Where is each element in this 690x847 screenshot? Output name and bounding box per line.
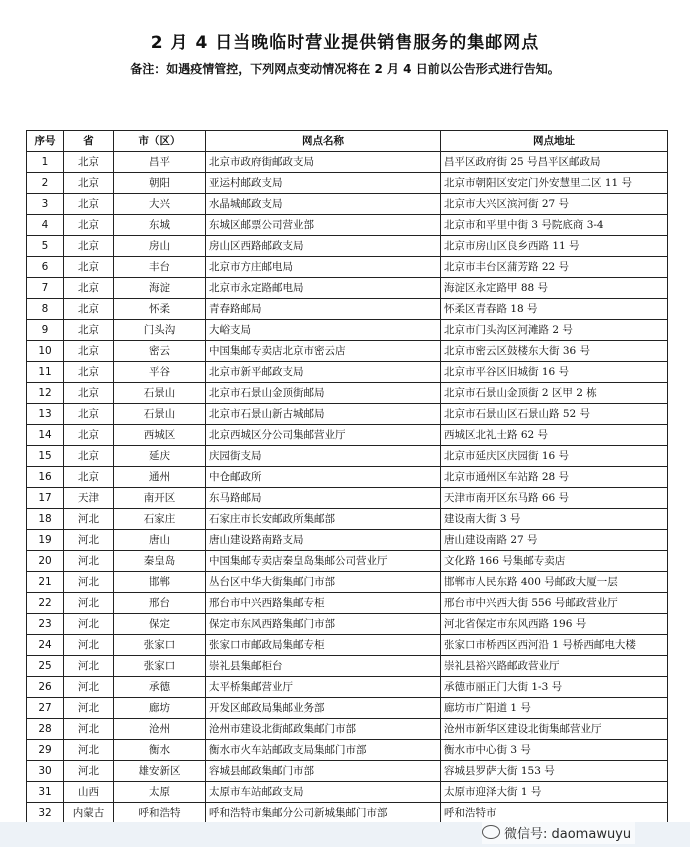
table-row [27, 635, 668, 656]
cell-city: 沧州 [114, 719, 206, 740]
cell-city: 衡水 [114, 740, 206, 761]
cell-outlet-address: 呼和浩特市 [441, 803, 668, 824]
cell-outlet-name: 邢台市中兴西路集邮专柜 [206, 593, 441, 614]
cell-province: 内蒙古 [64, 803, 114, 824]
cell-province: 河北 [64, 530, 114, 551]
cell-index: 13 [27, 404, 64, 425]
cell-index: 14 [27, 425, 64, 446]
cell-index: 19 [27, 530, 64, 551]
cell-outlet-name: 开发区邮政局集邮业务部 [206, 698, 441, 719]
cell-outlet-address: 沧州市新华区建设北街集邮营业厅 [441, 719, 668, 740]
cell-province: 北京 [64, 194, 114, 215]
table-row [27, 215, 668, 236]
table-row [27, 278, 668, 299]
cell-index: 29 [27, 740, 64, 761]
cell-index: 4 [27, 215, 64, 236]
cell-outlet-address: 昌平区政府街 25 号昌平区邮政局 [441, 152, 668, 173]
cell-province: 河北 [64, 761, 114, 782]
cell-province: 北京 [64, 341, 114, 362]
cell-outlet-name: 北京市石景山金顶街邮局 [206, 383, 441, 404]
table-row [27, 719, 668, 740]
cell-index: 3 [27, 194, 64, 215]
table-row [27, 761, 668, 782]
cell-outlet-name: 中国集邮专卖店北京市密云店 [206, 341, 441, 362]
cell-outlet-name: 崇礼县集邮柜台 [206, 656, 441, 677]
cell-outlet-address: 海淀区永定路甲 88 号 [441, 278, 668, 299]
cell-index: 5 [27, 236, 64, 257]
cell-index: 26 [27, 677, 64, 698]
cell-province: 河北 [64, 509, 114, 530]
cell-outlet-name: 大峪支局 [206, 320, 441, 341]
cell-city: 大兴 [114, 194, 206, 215]
cell-province: 河北 [64, 656, 114, 677]
cell-outlet-name: 张家口市邮政局集邮专柜 [206, 635, 441, 656]
cell-city: 雄安新区 [114, 761, 206, 782]
table-row [27, 740, 668, 761]
cell-outlet-address: 邯郸市人民东路 400 号邮政大厦一层 [441, 572, 668, 593]
cell-outlet-name: 东城区邮票公司营业部 [206, 215, 441, 236]
cell-outlet-name: 沧州市建设北街邮政集邮门市部 [206, 719, 441, 740]
cell-province: 河北 [64, 677, 114, 698]
cell-outlet-address: 北京市朝阳区安定门外安慧里二区 11 号 [441, 173, 668, 194]
table-row [27, 551, 668, 572]
table-row [27, 488, 668, 509]
cell-province: 北京 [64, 152, 114, 173]
cell-outlet-name: 唐山建设路南路支局 [206, 530, 441, 551]
cell-province: 北京 [64, 446, 114, 467]
table-row [27, 509, 668, 530]
cell-outlet-name: 亚运村邮政支局 [206, 173, 441, 194]
cell-index: 32 [27, 803, 64, 824]
cell-outlet-address: 西城区北礼士路 62 号 [441, 425, 668, 446]
cell-index: 28 [27, 719, 64, 740]
cell-outlet-address: 北京市丰台区蒲芳路 22 号 [441, 257, 668, 278]
header-city: 市（区） [114, 131, 206, 152]
cell-outlet-address: 怀柔区青春路 18 号 [441, 299, 668, 320]
table-row [27, 656, 668, 677]
cell-index: 18 [27, 509, 64, 530]
cell-outlet-name: 呼和浩特市集邮分公司新城集邮门市部 [206, 803, 441, 824]
cell-outlet-name: 太平桥集邮营业厅 [206, 677, 441, 698]
cell-outlet-name: 中仓邮政所 [206, 467, 441, 488]
cell-province: 北京 [64, 383, 114, 404]
cell-index: 2 [27, 173, 64, 194]
cell-outlet-address: 北京市和平里中街 3 号院底商 3-4 [441, 215, 668, 236]
cell-index: 10 [27, 341, 64, 362]
cell-city: 廊坊 [114, 698, 206, 719]
cell-city: 西城区 [114, 425, 206, 446]
cell-city: 平谷 [114, 362, 206, 383]
page-title: 2 月 4 日当晚临时营业提供销售服务的集邮网点 [150, 33, 540, 53]
table-row [27, 320, 668, 341]
cell-province: 北京 [64, 299, 114, 320]
cell-outlet-address: 北京市平谷区旧城街 16 号 [441, 362, 668, 383]
cell-city: 昌平 [114, 152, 206, 173]
cell-outlet-name: 衡水市火车站邮政支局集邮门市部 [206, 740, 441, 761]
cell-city: 门头沟 [114, 320, 206, 341]
cell-outlet-address: 唐山建设南路 27 号 [441, 530, 668, 551]
cell-index: 15 [27, 446, 64, 467]
table-row [27, 614, 668, 635]
table-row [27, 173, 668, 194]
table-row [27, 572, 668, 593]
cell-city: 张家口 [114, 656, 206, 677]
cell-city: 邯郸 [114, 572, 206, 593]
table-body [27, 152, 668, 824]
cell-outlet-name: 东马路邮局 [206, 488, 441, 509]
cell-outlet-name: 庆园街支局 [206, 446, 441, 467]
cell-outlet-name: 丛台区中华大街集邮门市部 [206, 572, 441, 593]
cell-outlet-address: 北京市延庆区庆园街 16 号 [441, 446, 668, 467]
table-row [27, 530, 668, 551]
cell-province: 天津 [64, 488, 114, 509]
cell-province: 河北 [64, 572, 114, 593]
cell-index: 31 [27, 782, 64, 803]
cell-city: 保定 [114, 614, 206, 635]
cell-city: 秦皇岛 [114, 551, 206, 572]
cell-index: 24 [27, 635, 64, 656]
cell-city: 石景山 [114, 383, 206, 404]
cell-outlet-address: 承德市丽正门大街 1-3 号 [441, 677, 668, 698]
cell-outlet-address: 太原市迎泽大街 1 号 [441, 782, 668, 803]
cell-index: 6 [27, 257, 64, 278]
watermark-text: 微信号: daomawuyu [504, 826, 632, 842]
table-row [27, 257, 668, 278]
cell-province: 北京 [64, 257, 114, 278]
cell-city: 唐山 [114, 530, 206, 551]
cell-city: 丰台 [114, 257, 206, 278]
cell-outlet-name: 青春路邮局 [206, 299, 441, 320]
cell-province: 北京 [64, 173, 114, 194]
cell-index: 25 [27, 656, 64, 677]
cell-outlet-address: 北京市门头沟区河滩路 2 号 [441, 320, 668, 341]
cell-outlet-address: 天津市南开区东马路 66 号 [441, 488, 668, 509]
cell-city: 密云 [114, 341, 206, 362]
cell-outlet-address: 北京市大兴区滨河街 27 号 [441, 194, 668, 215]
cell-outlet-address: 北京市通州区车站路 28 号 [441, 467, 668, 488]
cell-province: 北京 [64, 236, 114, 257]
cell-index: 1 [27, 152, 64, 173]
cell-index: 17 [27, 488, 64, 509]
table-row [27, 383, 668, 404]
cell-index: 30 [27, 761, 64, 782]
cell-city: 朝阳 [114, 173, 206, 194]
cell-city: 房山 [114, 236, 206, 257]
cell-province: 北京 [64, 425, 114, 446]
cell-city: 延庆 [114, 446, 206, 467]
cell-city: 承德 [114, 677, 206, 698]
table-row [27, 194, 668, 215]
table-row [27, 467, 668, 488]
cell-province: 河北 [64, 719, 114, 740]
cell-province: 河北 [64, 698, 114, 719]
cell-province: 山西 [64, 782, 114, 803]
cell-city: 邢台 [114, 593, 206, 614]
cell-outlet-name: 北京市方庄邮电局 [206, 257, 441, 278]
table-row [27, 236, 668, 257]
cell-outlet-name: 保定市东风西路集邮门市部 [206, 614, 441, 635]
cell-city: 海淀 [114, 278, 206, 299]
cell-outlet-name: 北京市新平邮政支局 [206, 362, 441, 383]
cell-index: 7 [27, 278, 64, 299]
cell-index: 11 [27, 362, 64, 383]
cell-outlet-address: 建设南大街 3 号 [441, 509, 668, 530]
header-index: 序号 [27, 131, 64, 152]
cell-outlet-address: 崇礼县裕兴路邮政营业厅 [441, 656, 668, 677]
cell-city: 通州 [114, 467, 206, 488]
cell-index: 23 [27, 614, 64, 635]
cell-city: 南开区 [114, 488, 206, 509]
cell-outlet-address: 文化路 166 号集邮专卖店 [441, 551, 668, 572]
cell-outlet-address: 北京市石景山金顶街 2 区甲 2 栋 [441, 383, 668, 404]
cell-outlet-name: 太原市车站邮政支局 [206, 782, 441, 803]
header-outlet-address: 网点地址 [441, 131, 668, 152]
cell-outlet-name: 容城县邮政集邮门市部 [206, 761, 441, 782]
cell-outlet-address: 廊坊市广阳道 1 号 [441, 698, 668, 719]
cell-province: 北京 [64, 215, 114, 236]
table-row [27, 404, 668, 425]
cell-city: 石家庄 [114, 509, 206, 530]
cell-index: 8 [27, 299, 64, 320]
cell-city: 东城 [114, 215, 206, 236]
cell-outlet-name: 北京市石景山新古城邮局 [206, 404, 441, 425]
cell-city: 石景山 [114, 404, 206, 425]
cell-province: 北京 [64, 320, 114, 341]
header-province: 省 [64, 131, 114, 152]
cell-province: 北京 [64, 278, 114, 299]
cell-city: 太原 [114, 782, 206, 803]
cell-index: 9 [27, 320, 64, 341]
cell-city: 怀柔 [114, 299, 206, 320]
cell-outlet-address: 北京市房山区良乡西路 11 号 [441, 236, 668, 257]
cell-province: 北京 [64, 467, 114, 488]
cell-province: 河北 [64, 635, 114, 656]
cell-outlet-address: 北京市密云区鼓楼东大街 36 号 [441, 341, 668, 362]
watermark [482, 820, 635, 844]
cell-index: 27 [27, 698, 64, 719]
table-row [27, 446, 668, 467]
cell-outlet-name: 北京市永定路邮电局 [206, 278, 441, 299]
cell-outlet-name: 房山区西路邮政支局 [206, 236, 441, 257]
cell-outlet-address: 邢台市中兴西大街 556 号邮政营业厅 [441, 593, 668, 614]
cell-outlet-name: 北京市政府街邮政支局 [206, 152, 441, 173]
cell-index: 12 [27, 383, 64, 404]
wechat-icon [482, 825, 500, 839]
outlet-table [26, 130, 668, 824]
table-row [27, 593, 668, 614]
cell-outlet-address: 北京市石景山区石景山路 52 号 [441, 404, 668, 425]
cell-outlet-address: 容城县罗萨大街 153 号 [441, 761, 668, 782]
cell-province: 河北 [64, 593, 114, 614]
table-row [27, 341, 668, 362]
table-row [27, 425, 668, 446]
cell-index: 20 [27, 551, 64, 572]
cell-outlet-address: 河北省保定市东风西路 196 号 [441, 614, 668, 635]
table-header-row [27, 131, 668, 152]
cell-outlet-address: 张家口市桥西区西河沿 1 号桥西邮电大楼 [441, 635, 668, 656]
table-row [27, 698, 668, 719]
cell-outlet-name: 水晶城邮政支局 [206, 194, 441, 215]
cell-province: 河北 [64, 614, 114, 635]
cell-province: 河北 [64, 551, 114, 572]
cell-province: 河北 [64, 740, 114, 761]
cell-outlet-name: 北京西城区分公司集邮营业厅 [206, 425, 441, 446]
table-row [27, 299, 668, 320]
note-text: 备注：如遇疫情管控，下列网点变动情况将在 2 月 4 日前以公告形式进行告知。 [130, 62, 560, 76]
table-row [27, 362, 668, 383]
table-row [27, 677, 668, 698]
cell-city: 张家口 [114, 635, 206, 656]
cell-outlet-name: 中国集邮专卖店秦皇岛集邮公司营业厅 [206, 551, 441, 572]
cell-index: 16 [27, 467, 64, 488]
table-row [27, 782, 668, 803]
cell-index: 21 [27, 572, 64, 593]
cell-province: 北京 [64, 404, 114, 425]
cell-outlet-address: 衡水市中心街 3 号 [441, 740, 668, 761]
header-outlet-name: 网点名称 [206, 131, 441, 152]
cell-outlet-name: 石家庄市长安邮政所集邮部 [206, 509, 441, 530]
table-row [27, 152, 668, 173]
cell-index: 22 [27, 593, 64, 614]
cell-city: 呼和浩特 [114, 803, 206, 824]
cell-province: 北京 [64, 362, 114, 383]
